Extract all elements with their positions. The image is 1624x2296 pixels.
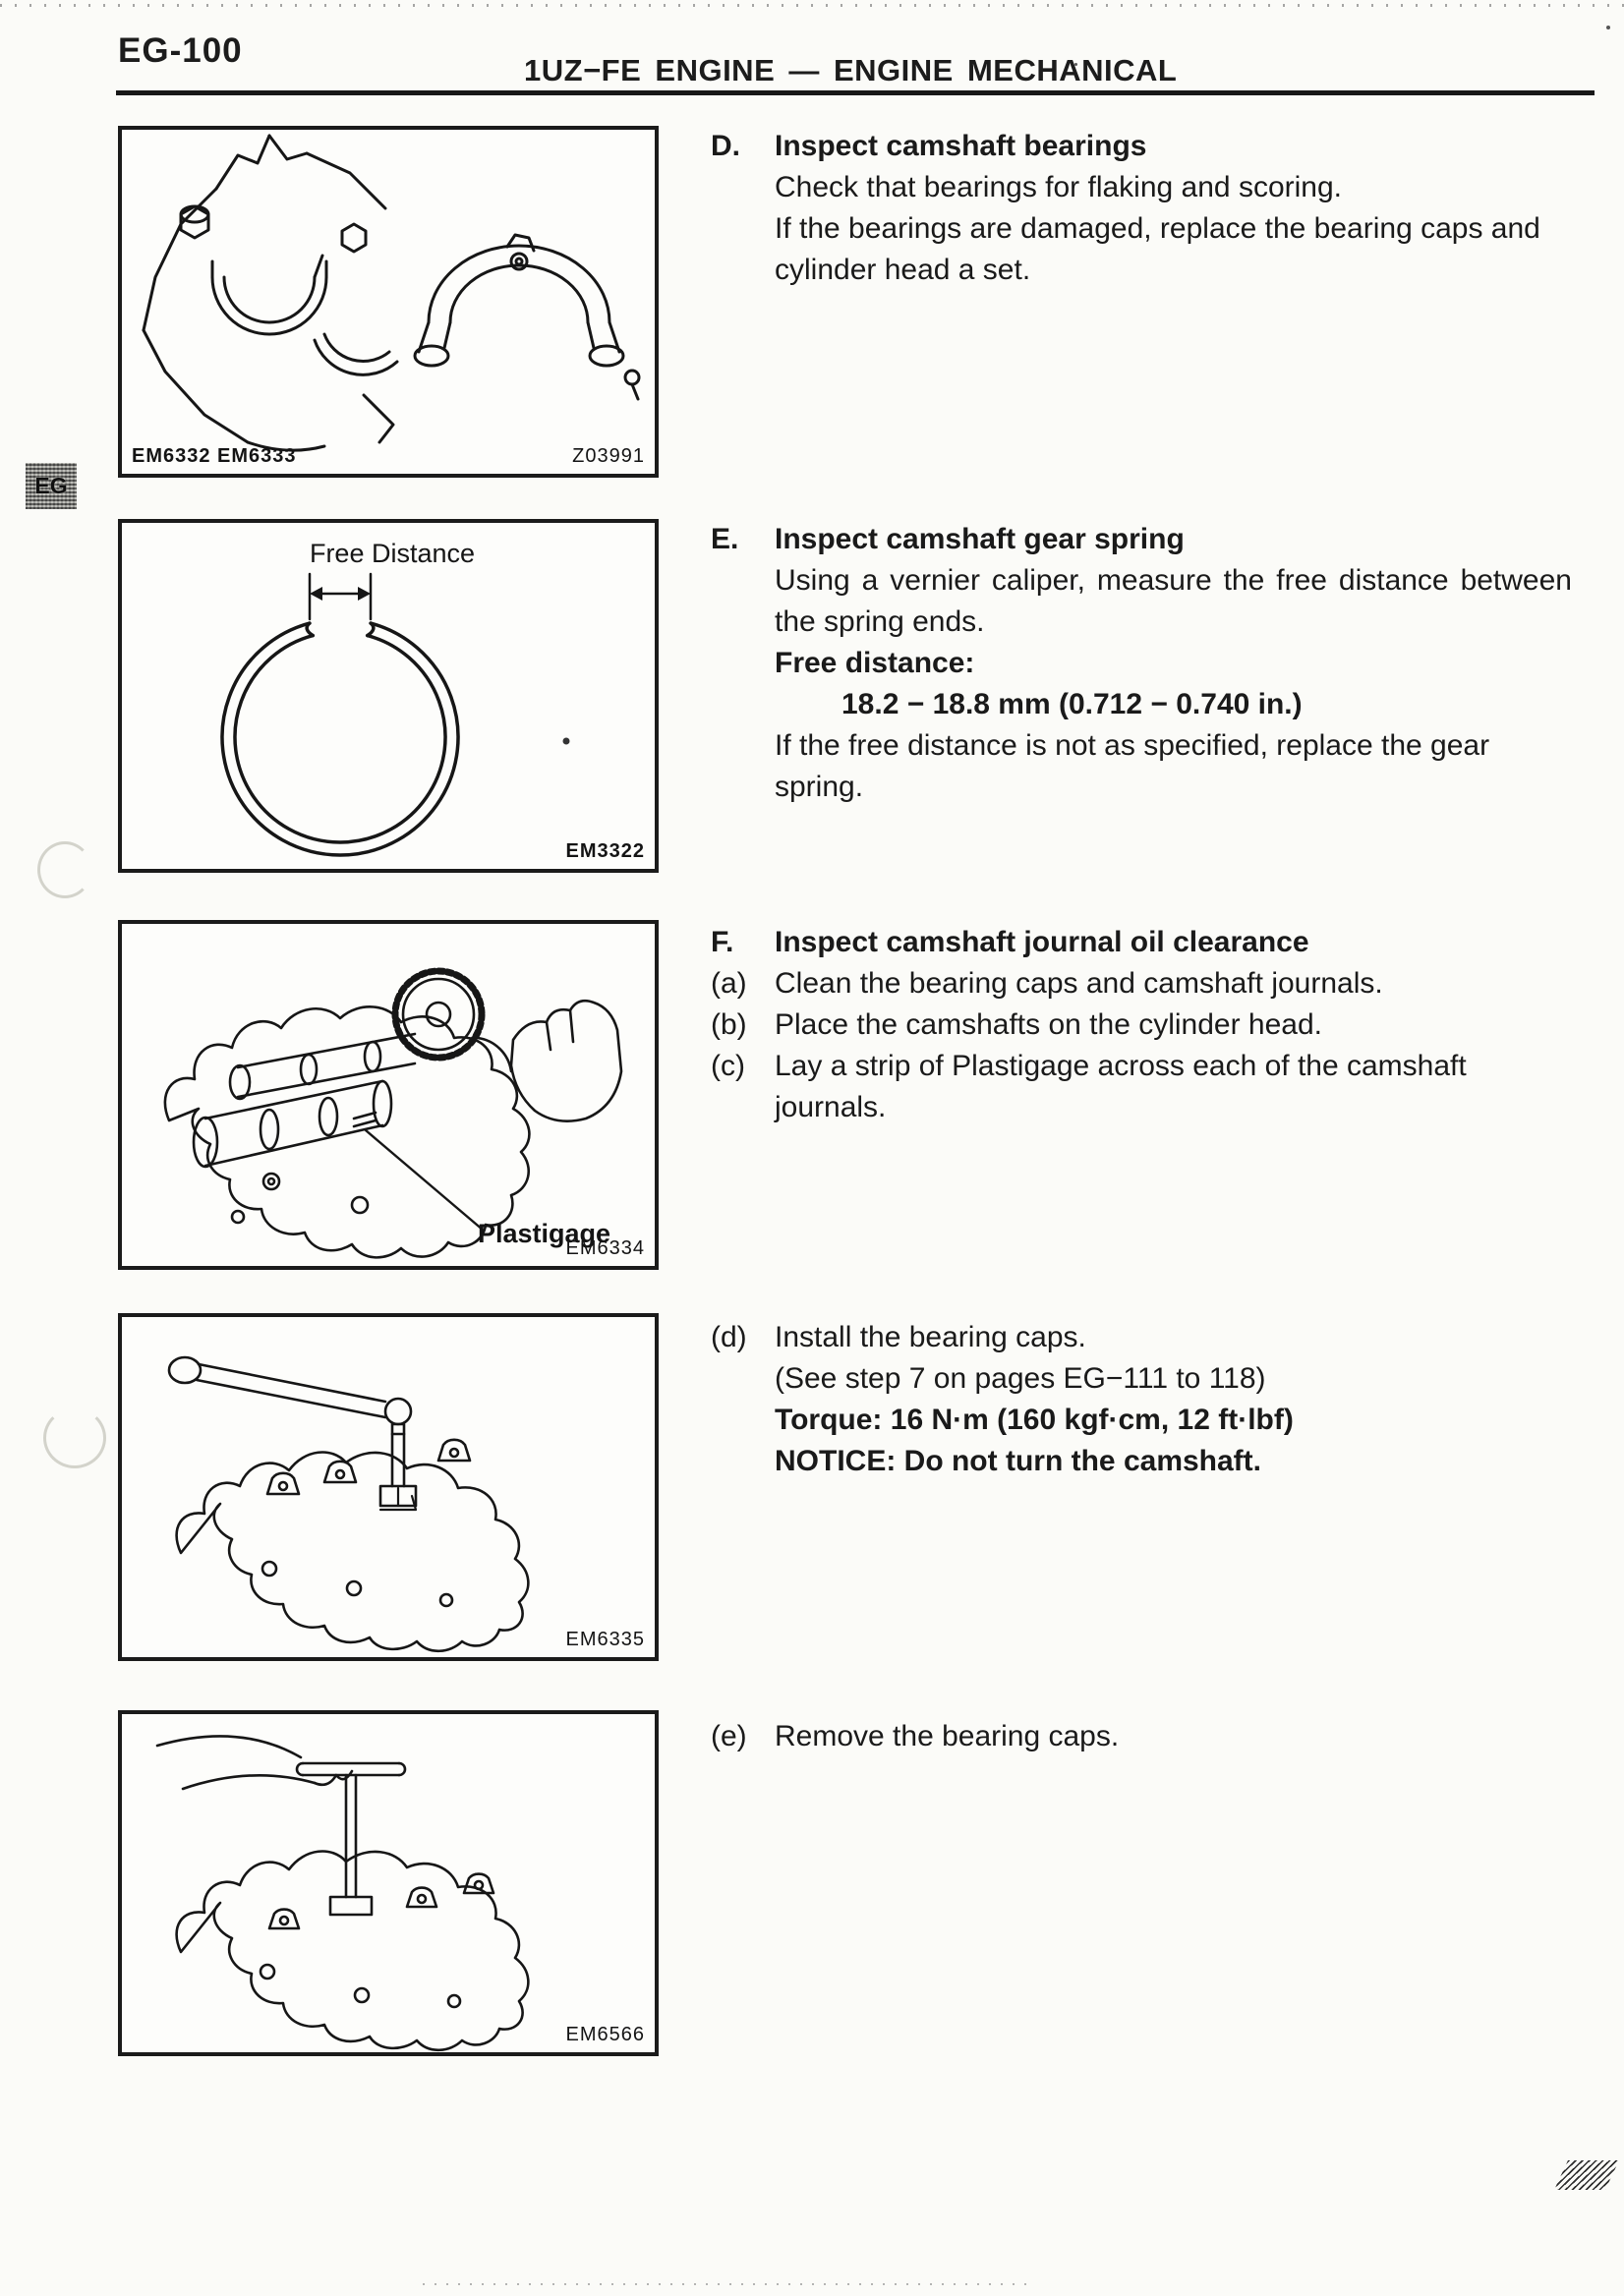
section-paragraph: Using a vernier caliper, measure the free distance between the spring ends. xyxy=(775,564,1572,638)
figure-code: EM3322 xyxy=(565,840,645,862)
step-label: (c) xyxy=(711,1050,745,1082)
step-row xyxy=(711,1004,1572,1046)
step-text: Clean the bearing caps and camshaft journals. xyxy=(775,967,1383,1000)
step-row xyxy=(711,963,1572,1004)
step-label: (e) xyxy=(711,1720,747,1752)
section-label: F. xyxy=(711,926,734,958)
section-paragraph: Check that bearings for flaking and scoring. xyxy=(775,171,1342,203)
install-bearing-caps-illustration xyxy=(122,1317,655,1657)
section-label: E. xyxy=(711,523,739,555)
remove-bearing-caps-illustration xyxy=(122,1714,655,2052)
step-text: Lay a strip of Plastigage across each of the camshaft journals. xyxy=(775,1050,1467,1123)
page-title: 1UZ−FE ENGINE — ENGINE MECHANICAL xyxy=(524,53,1178,87)
step-install-bearing-caps xyxy=(711,1317,1572,1482)
step-label: (b) xyxy=(711,1008,747,1041)
figure-box-remove-caps xyxy=(118,1710,659,2056)
header-rule xyxy=(116,90,1595,95)
section-title: Inspect camshaft gear spring xyxy=(775,523,1185,555)
figure-code: EM6334 xyxy=(565,1237,645,1259)
step-reference: (See step 7 on pages EG−111 to 118) xyxy=(775,1362,1266,1395)
figure-box-plastigage xyxy=(118,920,659,1270)
eg-section-tab: EG xyxy=(26,463,77,509)
figure-box-camshaft-bearings xyxy=(118,126,659,478)
spec-value: 18.2 − 18.8 mm (0.712 − 0.740 in.) xyxy=(841,688,1303,720)
scan-artifact-top-dots xyxy=(0,4,1624,7)
scan-artifact-punch-mark xyxy=(43,1407,106,1468)
section-paragraph: If the bearings are damaged, replace the bearing caps and cylinder head a set. xyxy=(775,212,1540,286)
camshaft-bearings-illustration xyxy=(122,130,655,474)
section-title: Inspect camshaft journal oil clearance xyxy=(775,926,1309,958)
figure-code: EM6335 xyxy=(565,1629,645,1650)
figure-box-install-caps xyxy=(118,1313,659,1661)
step-text: Place the camshafts on the cylinder head. xyxy=(775,1008,1322,1041)
figure-code: EM6566 xyxy=(565,2024,645,2045)
free-distance-caption: Free Distance xyxy=(309,539,476,568)
plastigage-callout: Plastigage xyxy=(478,1219,611,1248)
scan-artifact-hatch xyxy=(1554,2160,1619,2190)
step-label: (a) xyxy=(711,967,747,1000)
scan-artifact-punch-mark xyxy=(37,841,92,898)
gear-spring-illustration xyxy=(122,523,655,869)
step-text: Install the bearing caps. xyxy=(775,1321,1086,1353)
scan-artifact-bottom-dots xyxy=(423,2283,1032,2285)
figure-code: EM6332 EM6333 xyxy=(132,445,297,467)
step-remove-bearing-caps xyxy=(711,1716,1572,1757)
plastigage-illustration xyxy=(122,924,655,1266)
spec-label: Free distance: xyxy=(775,647,975,679)
step-label: (d) xyxy=(711,1321,747,1353)
figure-code: Z03991 xyxy=(572,445,645,467)
notice-text: NOTICE: Do not turn the camshaft. xyxy=(775,1445,1261,1477)
scan-artifact-speck xyxy=(1606,26,1610,29)
page-number: EG-100 xyxy=(118,31,243,70)
torque-spec: Torque: 16 N·m (160 kgf·cm, 12 ft·lbf) xyxy=(775,1404,1294,1436)
step-row xyxy=(711,1046,1572,1128)
section-inspect-gear-spring xyxy=(711,519,1572,808)
step-text: Remove the bearing caps. xyxy=(775,1720,1120,1752)
section-title: Inspect camshaft bearings xyxy=(775,130,1147,162)
section-inspect-camshaft-bearings xyxy=(711,126,1572,291)
section-inspect-oil-clearance xyxy=(711,922,1572,1128)
section-paragraph: If the free distance is not as specified, replace the gear spring. xyxy=(775,729,1490,803)
section-label: D. xyxy=(711,130,740,162)
figure-box-gear-spring xyxy=(118,519,659,873)
